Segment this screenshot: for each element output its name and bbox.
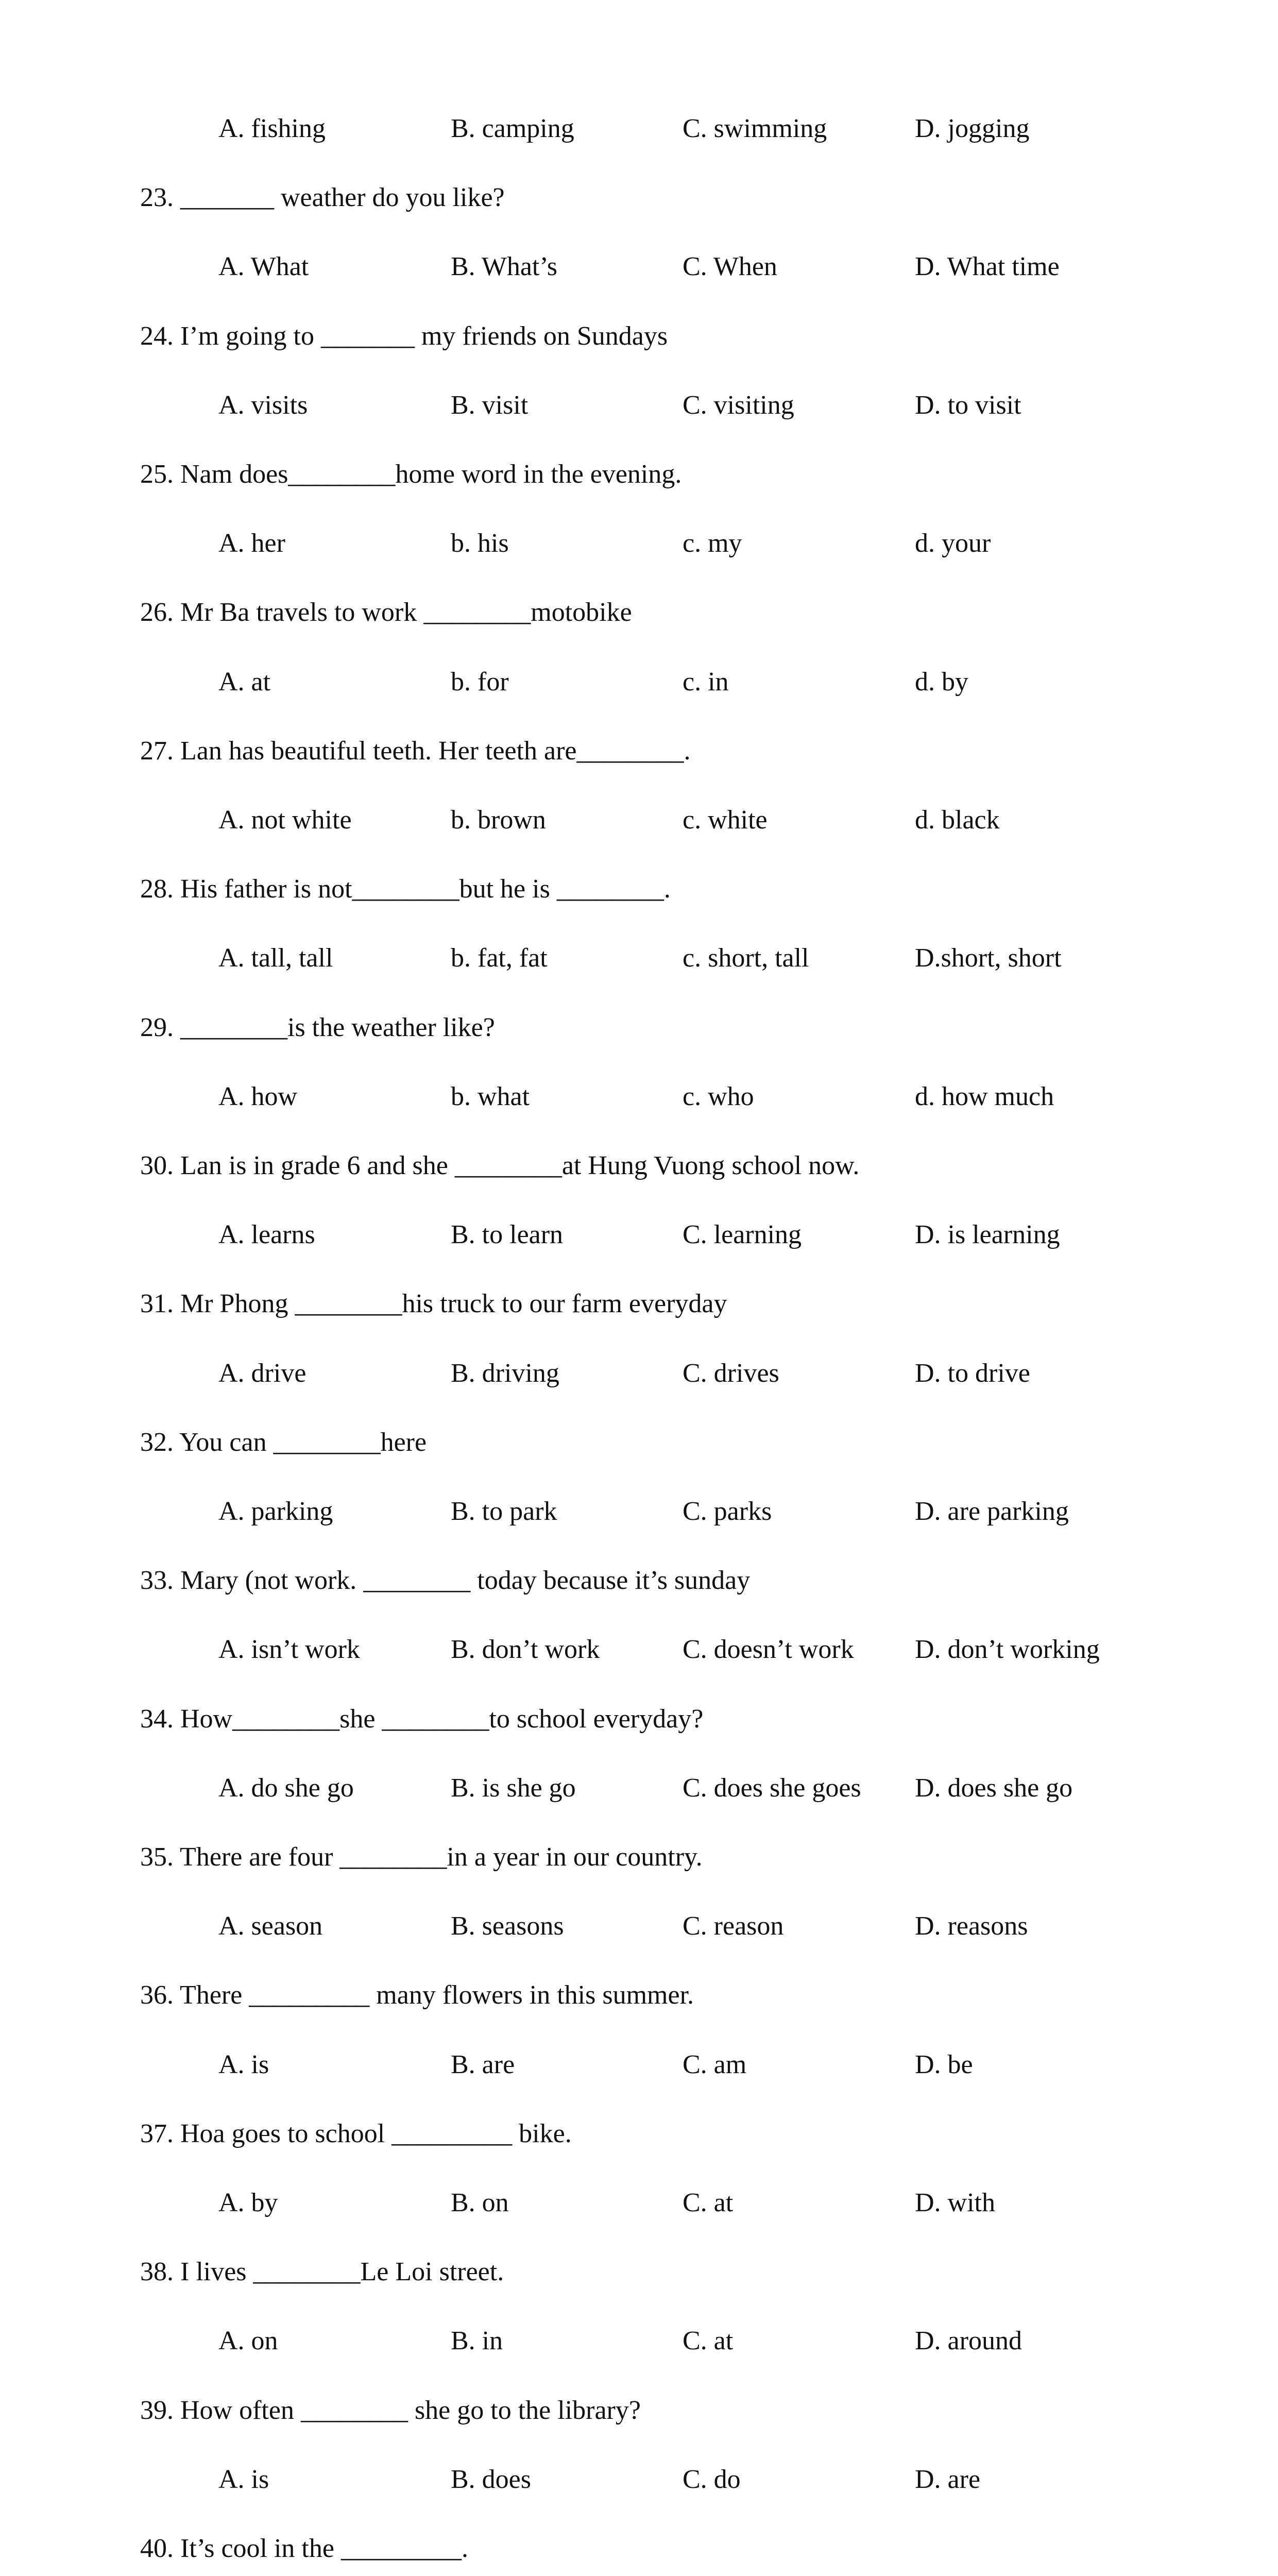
answer-option: B. seasons xyxy=(451,1911,564,1941)
answer-option: B. don’t work xyxy=(451,1635,600,1664)
answer-option: d. your xyxy=(915,529,991,558)
answer-option: A. is xyxy=(218,2050,269,2079)
answer-option: D. around xyxy=(915,2326,1022,2355)
answer-option: A. drive xyxy=(218,1359,306,1388)
question-text: 26. Mr Ba travels to work ________motobike xyxy=(140,598,632,627)
answer-option: B. is she go xyxy=(451,1773,576,1803)
answer-option: d. by xyxy=(915,667,968,697)
answer-option: A. by xyxy=(218,2188,278,2217)
question-text: 36. There _________ many flowers in this summer. xyxy=(140,1980,694,2010)
answer-option: C. at xyxy=(683,2188,734,2217)
question-text: 35. There are four ________in a year in our country. xyxy=(140,1842,703,1872)
answer-option: C. doesn’t work xyxy=(683,1635,854,1664)
answer-option: c. my xyxy=(683,529,742,558)
answer-option: D. What time xyxy=(915,252,1060,281)
answer-option: D. are xyxy=(915,2465,981,2494)
answer-option: D. to drive xyxy=(915,1359,1030,1388)
answer-option: D. be xyxy=(915,2050,973,2079)
answer-option: B. are xyxy=(451,2050,515,2079)
answer-option: c. white xyxy=(683,805,768,835)
answer-option: C. parks xyxy=(683,1497,772,1526)
question-text: 27. Lan has beautiful teeth. Her teeth are________. xyxy=(140,736,691,766)
answer-option: B. to park xyxy=(451,1497,557,1526)
question-text: 24. I’m going to _______ my friends on Sundays xyxy=(140,321,668,351)
question-text: 39. How often ________ she go to the library? xyxy=(140,2396,641,2425)
answer-option: b. brown xyxy=(451,805,546,835)
answer-options xyxy=(0,2187,1278,2219)
answer-option: C. swimming xyxy=(683,114,827,143)
answer-option: D. is learning xyxy=(915,1220,1060,1249)
answer-options xyxy=(0,1910,1278,1943)
answer-option: b. fat, fat xyxy=(451,943,548,973)
answer-option: b. for xyxy=(451,667,509,697)
answer-option: A. not white xyxy=(218,805,352,835)
answer-option: C. When xyxy=(683,252,777,281)
answer-option: A. fishing xyxy=(218,114,326,143)
answer-option: A. visits xyxy=(218,391,308,420)
answer-option: b. his xyxy=(451,529,509,558)
answer-options xyxy=(0,2463,1278,2496)
answer-options xyxy=(0,527,1278,560)
answer-option: A. parking xyxy=(218,1497,333,1526)
question-text: 23. _______ weather do you like? xyxy=(140,183,505,212)
answer-option: B. on xyxy=(451,2188,509,2217)
answer-options xyxy=(0,250,1278,283)
answer-option: c. who xyxy=(683,1082,754,1111)
answer-options xyxy=(0,942,1278,975)
answer-option: C. does she goes xyxy=(683,1773,861,1803)
answer-option: D. jogging xyxy=(915,114,1030,143)
question-text: 34. How________she ________to school everyday? xyxy=(140,1704,704,1734)
answer-option: B. driving xyxy=(451,1359,559,1388)
question-text: 38. I lives ________Le Loi street. xyxy=(140,2257,504,2286)
answer-option: d. black xyxy=(915,805,1000,835)
answer-option: C. do xyxy=(683,2465,741,2494)
answer-option: d. how much xyxy=(915,1082,1054,1111)
question-text: 40. It’s cool in the _________. xyxy=(140,2534,468,2563)
answer-option: c. in xyxy=(683,667,729,697)
question-text: 32. You can ________here xyxy=(140,1428,427,1457)
answer-option: D. don’t working xyxy=(915,1635,1100,1664)
answer-option: A. do she go xyxy=(218,1773,354,1803)
answer-options xyxy=(0,389,1278,422)
answer-option: C. learning xyxy=(683,1220,802,1249)
question-text: 30. Lan is in grade 6 and she ________at Hung Vuong school now. xyxy=(140,1151,860,1180)
answer-option: D. to visit xyxy=(915,391,1021,420)
answer-option: A. season xyxy=(218,1911,323,1941)
answer-options xyxy=(0,2325,1278,2358)
answer-options xyxy=(0,1772,1278,1805)
question-text: 29. ________is the weather like? xyxy=(140,1013,495,1042)
answer-option: A. isn’t work xyxy=(218,1635,360,1664)
answer-option: B. visit xyxy=(451,391,529,420)
answer-options xyxy=(0,1357,1278,1390)
answer-option: A. What xyxy=(218,252,309,281)
answer-option: A. tall, tall xyxy=(218,943,333,973)
answer-option: C. reason xyxy=(683,1911,784,1941)
answer-option: b. what xyxy=(451,1082,530,1111)
answer-option: D.short, short xyxy=(915,943,1062,973)
answer-option: A. how xyxy=(218,1082,298,1111)
answer-option: C. at xyxy=(683,2326,734,2355)
question-text: 33. Mary (not work. ________ today because it’s sunday xyxy=(140,1566,751,1595)
answer-option: A. at xyxy=(218,667,271,697)
answer-options xyxy=(0,1633,1278,1666)
answer-options xyxy=(0,112,1278,145)
answer-options xyxy=(0,1218,1278,1251)
answer-option: B. to learn xyxy=(451,1220,564,1249)
answer-options xyxy=(0,1495,1278,1528)
question-text: 31. Mr Phong ________his truck to our farm everyday xyxy=(140,1289,727,1318)
answer-option: C. drives xyxy=(683,1359,779,1388)
answer-option: B. camping xyxy=(451,114,574,143)
answer-option: C. am xyxy=(683,2050,747,2079)
answer-options xyxy=(0,804,1278,837)
question-text: 28. His father is not________but he is ________. xyxy=(140,874,671,904)
answer-options xyxy=(0,2048,1278,2081)
answer-option: c. short, tall xyxy=(683,943,809,973)
answer-option: D. with xyxy=(915,2188,995,2217)
question-text: 37. Hoa goes to school _________ bike. xyxy=(140,2119,572,2148)
answer-option: B. in xyxy=(451,2326,503,2355)
answer-option: D. reasons xyxy=(915,1911,1028,1941)
answer-option: A. on xyxy=(218,2326,278,2355)
answer-option: A. is xyxy=(218,2465,269,2494)
answer-options xyxy=(0,666,1278,699)
question-text: 25. Nam does________home word in the evening. xyxy=(140,460,682,489)
answer-option: B. does xyxy=(451,2465,531,2494)
answer-option: C. visiting xyxy=(683,391,794,420)
answer-option: A. learns xyxy=(218,1220,315,1249)
answer-option: B. What’s xyxy=(451,252,558,281)
answer-options xyxy=(0,1080,1278,1113)
answer-option: A. her xyxy=(218,529,285,558)
answer-option: D. are parking xyxy=(915,1497,1069,1526)
answer-option: D. does she go xyxy=(915,1773,1073,1803)
